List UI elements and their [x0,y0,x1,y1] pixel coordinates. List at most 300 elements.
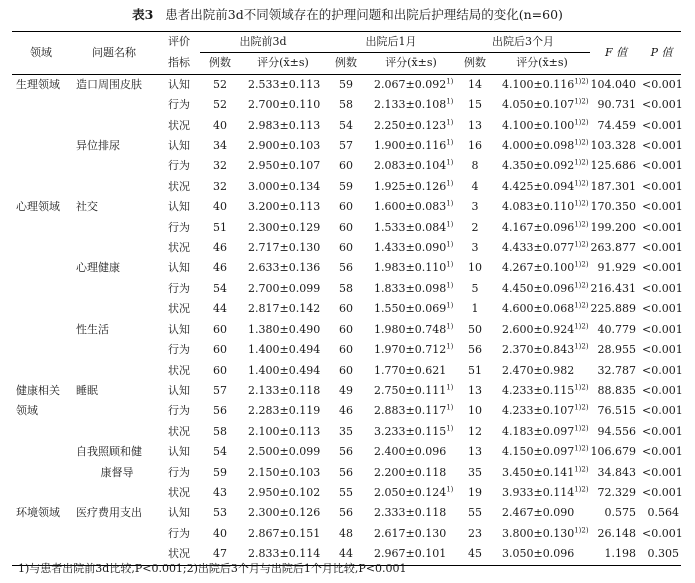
footnote: 1)与患者出院前3d比较,P<0.001;2)出院后3个月与出院后1个月比较,P<0.001 [18,562,407,575]
f-value-text: 34.843 [597,465,637,479]
pre3d-cases-text: 43 [213,485,227,499]
post1m-score-cell [366,197,456,217]
p-value-text: <0.001 [642,526,683,540]
p-value-cell [642,156,681,176]
significance-mark: 1) [446,220,454,228]
indicator-cell [158,95,200,115]
significance-mark: 1)2) [574,444,589,453]
f-value-cell [590,381,642,401]
problem-cell [70,401,158,421]
post3m-cases-text: 19 [468,485,483,499]
post3m-cases-text: 55 [468,506,483,520]
problem-cell [70,483,158,503]
f-value-text: 170.350 [590,200,637,214]
post3m-score-cell [494,524,590,544]
post1m-cases-cell [326,320,366,340]
f-value-cell [590,177,642,197]
pre3d-score-text: 1.400±0.494 [248,363,321,377]
post1m-score-text: 1.925±0.126 [374,179,447,193]
p-value-text: <0.001 [642,343,683,357]
p-value-text: <0.001 [642,445,683,459]
post3m-score-text: 4.600±0.068 [502,302,575,316]
pre3d-cases-text: 34 [213,139,227,153]
f-value-text: 72.329 [597,485,637,499]
domain-text: 环境领域 [16,506,60,520]
problem-cell [70,340,158,360]
post3m-score-cell [494,177,590,197]
header-cases: 例数 [200,53,240,74]
domain-cell [12,258,70,278]
indicator-cell [158,279,200,299]
pre3d-score-text: 2.150±0.103 [248,465,321,479]
post1m-score-text: 2.067±0.092 [374,77,447,91]
post3m-cases-text: 12 [468,424,483,438]
pre3d-score-text: 2.500±0.099 [248,445,321,459]
p-value-cell [642,524,681,544]
post1m-cases-cell [326,503,366,523]
post3m-score-text: 4.167±0.096 [502,220,575,234]
post1m-cases-cell [326,483,366,503]
significance-mark: 1) [446,260,454,269]
pre3d-score-text: 2.833±0.114 [248,547,321,561]
p-value-cell [642,503,681,523]
significance-mark: 1)2) [574,403,589,412]
problem-cell [70,442,158,462]
pre3d-score-text: 2.300±0.129 [248,220,321,234]
indicator-text: 行为 [168,343,190,357]
post1m-cases-text: 46 [339,404,354,418]
post1m-cases-text: 35 [339,424,354,438]
pre3d-cases-cell [200,279,240,299]
significance-mark: 1)2) [574,342,589,351]
post1m-cases-text: 56 [339,465,354,479]
f-value-cell [590,156,642,176]
p-value-cell [642,136,681,156]
post3m-cases-cell [456,524,494,544]
post1m-score-text: 2.400±0.096 [374,445,447,459]
problem-text: 造口周围皮肤 [76,77,142,91]
post3m-cases-text: 13 [468,445,483,459]
pre3d-cases-text: 51 [213,220,227,234]
table-row [12,442,681,462]
post3m-cases-cell [456,238,494,258]
pre3d-cases-text: 44 [213,302,227,316]
post3m-score-cell [494,95,590,115]
post1m-cases-text: 56 [339,506,354,520]
domain-cell [12,503,70,523]
f-value-text: 0.575 [604,506,637,520]
post3m-score-cell [494,320,590,340]
domain-cell [12,463,70,483]
indicator-cell [158,299,200,319]
indicator-cell [158,401,200,421]
post3m-score-text: 4.267±0.100 [502,261,575,275]
significance-mark: 1) [446,97,454,106]
post3m-cases-cell [456,422,494,442]
post1m-cases-text: 49 [339,383,354,397]
post3m-cases-text: 2 [471,220,479,234]
p-value-cell [642,381,681,401]
p-value-text: <0.001 [642,98,683,112]
post1m-cases-cell [326,401,366,421]
post3m-cases-cell [456,95,494,115]
domain-cell [12,116,70,136]
table-title: 患者出院前3d不同领域存在的护理问题和出院后护理结局的变化(n=60) [165,7,563,22]
post3m-cases-cell [456,197,494,217]
post3m-cases-text: 13 [468,118,483,132]
pre3d-score-cell [240,401,326,421]
indicator-text: 状况 [168,485,190,499]
pre3d-score-cell [240,218,326,238]
table-row [12,320,681,340]
p-value-text: 0.564 [647,506,680,520]
p-value-text: <0.001 [642,485,683,499]
f-value-cell [590,320,642,340]
p-value-text: <0.001 [642,383,683,397]
f-value-text: 40.779 [597,322,637,336]
post1m-cases-text: 60 [339,220,354,234]
post3m-score-text: 4.233±0.107 [502,404,575,418]
p-value-text: <0.001 [642,261,683,275]
p-value-text: <0.001 [642,200,683,214]
indicator-cell [158,442,200,462]
domain-cell [12,238,70,258]
pre3d-score-text: 2.133±0.118 [248,383,321,397]
post1m-cases-cell [326,463,366,483]
post3m-cases-text: 51 [468,363,483,377]
indicator-text: 行为 [168,98,190,112]
pre3d-cases-cell [200,116,240,136]
f-value-cell [590,442,642,462]
post1m-cases-cell [326,299,366,319]
post3m-score-cell [494,197,590,217]
f-value-cell [590,279,642,299]
post1m-score-cell [366,463,456,483]
pre3d-cases-cell [200,136,240,156]
post3m-score-cell [494,136,590,156]
pre3d-cases-cell [200,218,240,238]
domain-cell [12,524,70,544]
header-cases: 例数 [326,53,366,74]
problem-text: 异位排尿 [76,139,120,153]
post1m-score-text: 2.967±0.101 [374,547,447,561]
p-value-cell [642,258,681,278]
pre3d-cases-cell [200,299,240,319]
f-value-cell [590,422,642,442]
post1m-cases-cell [326,177,366,197]
data-table [12,31,681,566]
post1m-cases-text: 60 [339,241,354,255]
p-value-cell [642,116,681,136]
post3m-score-cell [494,442,590,462]
table-row [12,258,681,278]
p-value-cell [642,442,681,462]
indicator-text: 状况 [168,118,190,132]
post3m-cases-cell [456,136,494,156]
table-row [12,136,681,156]
domain-cell [12,299,70,319]
post3m-score-text: 4.425±0.094 [502,179,575,193]
post3m-cases-cell [456,442,494,462]
table-row [12,422,681,442]
post1m-score-text: 2.083±0.104 [374,159,447,173]
pre3d-score-cell [240,299,326,319]
table-row [12,218,681,238]
f-value-text: 32.787 [597,363,637,377]
indicator-cell [158,381,200,401]
post3m-score-text: 3.800±0.130 [502,526,575,540]
post3m-cases-cell [456,381,494,401]
problem-cell [70,422,158,442]
problem-cell [70,299,158,319]
p-value-text: <0.001 [642,363,683,377]
significance-mark: 1)2) [574,158,589,167]
pre3d-score-text: 2.900±0.103 [248,139,321,153]
post1m-score-text: 2.200±0.118 [374,465,447,479]
post1m-score-cell [366,177,456,197]
p-value-cell [642,483,681,503]
post3m-score-cell [494,340,590,360]
post3m-cases-text: 5 [471,281,479,295]
indicator-cell [158,258,200,278]
pre3d-cases-text: 58 [213,424,227,438]
p-value-text: <0.001 [642,139,683,153]
post3m-score-text: 4.083±0.110 [502,200,575,214]
indicator-text: 行为 [168,220,190,234]
p-value-text: <0.001 [642,281,683,295]
post3m-score-cell [494,218,590,238]
post1m-score-text: 2.250±0.123 [374,118,447,132]
post1m-cases-cell [326,116,366,136]
problem-text: 社交 [76,200,98,214]
post1m-score-cell [366,116,456,136]
pre3d-score-text: 2.817±0.142 [248,302,321,316]
domain-cell [12,361,70,381]
f-value-cell [590,401,642,421]
pre3d-score-cell [240,279,326,299]
significance-mark: 1) [446,138,454,147]
domain-text: 心理领域 [16,200,60,214]
pre3d-score-cell [240,524,326,544]
f-value-cell [590,483,642,503]
pre3d-cases-cell [200,401,240,421]
pre3d-cases-text: 40 [213,200,227,214]
post1m-score-text: 1.900±0.116 [374,139,447,153]
post1m-cases-cell [326,340,366,360]
post1m-score-text: 2.333±0.118 [374,506,447,520]
pre3d-cases-cell [200,463,240,483]
post3m-score-text: 4.000±0.098 [502,139,575,153]
pre3d-score-cell [240,442,326,462]
post1m-cases-cell [326,136,366,156]
p-value-cell [642,422,681,442]
post1m-cases-cell [326,238,366,258]
problem-cell [70,218,158,238]
significance-mark: 1) [446,403,454,412]
significance-mark: 1)2) [574,220,589,228]
post3m-cases-text: 4 [471,179,479,193]
f-value-cell [590,299,642,319]
post3m-cases-cell [456,483,494,503]
post3m-cases-text: 10 [468,261,483,275]
post1m-score-cell [366,74,456,95]
post1m-score-cell [366,381,456,401]
post3m-cases-cell [456,401,494,421]
post3m-cases-text: 56 [468,343,483,357]
f-value-cell [590,544,642,565]
f-value-text: 94.556 [597,424,637,438]
problem-text: 睡眠 [76,383,98,397]
header-score: 评分(x̄±s) [366,53,456,74]
post3m-cases-cell [456,74,494,95]
problem-text: 自我照顾和健 [76,445,142,459]
significance-mark: 1)2) [574,117,589,126]
pre3d-score-cell [240,503,326,523]
post1m-score-cell [366,258,456,278]
pre3d-score-cell [240,361,326,381]
indicator-cell [158,136,200,156]
post3m-cases-cell [456,177,494,197]
pre3d-score-text: 2.950±0.107 [248,159,321,173]
f-value-text: 90.731 [597,98,637,112]
post3m-score-cell [494,238,590,258]
significance-mark: 1) [446,322,454,331]
domain-cell [12,381,70,401]
p-value-text: <0.001 [642,220,683,234]
post3m-score-text: 2.470±0.982 [502,363,575,377]
p-value-cell [642,74,681,95]
problem-cell [70,503,158,523]
post1m-score-cell [366,401,456,421]
post1m-score-text: 1.433±0.090 [374,241,447,255]
indicator-text: 行为 [168,465,190,479]
post1m-cases-text: 59 [339,179,354,193]
post3m-cases-text: 8 [471,159,479,173]
f-value-cell [590,340,642,360]
post1m-cases-cell [326,197,366,217]
significance-mark: 1)2) [574,424,589,433]
pre3d-cases-cell [200,524,240,544]
post1m-cases-text: 55 [339,485,354,499]
pre3d-score-text: 2.100±0.113 [248,424,321,438]
pre3d-cases-text: 54 [213,445,227,459]
significance-mark: 1)2) [574,199,589,208]
table-row [12,463,681,483]
post1m-cases-text: 60 [339,302,354,316]
pre3d-score-text: 2.867±0.151 [248,526,321,540]
p-value-text: <0.001 [642,424,683,438]
significance-mark: 1) [446,240,454,249]
indicator-text: 认知 [168,139,190,153]
post3m-score-text: 2.467±0.090 [502,506,575,520]
pre3d-cases-cell [200,340,240,360]
post1m-cases-text: 44 [339,547,354,561]
problem-text: 心理健康 [76,261,120,275]
post3m-cases-cell [456,320,494,340]
significance-mark: 1) [446,383,454,392]
p-value-cell [642,299,681,319]
pre3d-score-cell [240,74,326,95]
post3m-score-cell [494,544,590,565]
p-value-text: <0.001 [642,179,683,193]
table-row [12,177,681,197]
indicator-text: 行为 [168,526,190,540]
post1m-score-cell [366,483,456,503]
header-group-post3m: 出院后3个月 [456,32,590,53]
post1m-score-cell [366,156,456,176]
p-value-cell [642,320,681,340]
post3m-cases-text: 10 [468,404,483,418]
post1m-score-cell [366,442,456,462]
pre3d-cases-cell [200,483,240,503]
header-group-post1m: 出院后1月 [326,32,456,53]
pre3d-score-cell [240,177,326,197]
significance-mark: 1)2) [574,383,589,392]
header-indicator-bottom: 指标 [158,53,200,74]
post1m-score-cell [366,218,456,238]
problem-cell [70,74,158,95]
pre3d-score-text: 1.400±0.494 [248,343,321,357]
post1m-cases-cell [326,422,366,442]
f-value-cell [590,238,642,258]
post3m-cases-text: 3 [471,241,479,255]
p-value-cell [642,177,681,197]
f-value-text: 88.835 [597,383,637,397]
post1m-cases-text: 60 [339,363,354,377]
indicator-cell [158,483,200,503]
pre3d-score-cell [240,340,326,360]
pre3d-cases-text: 60 [213,343,227,357]
pre3d-cases-cell [200,442,240,462]
p-value-text: <0.001 [642,302,683,316]
f-value-text: 263.877 [590,241,637,255]
table-row [12,299,681,319]
pre3d-cases-text: 53 [213,506,227,520]
significance-mark: 1) [446,485,454,494]
pre3d-cases-text: 60 [213,363,227,377]
p-value-text: <0.001 [642,465,683,479]
problem-cell [70,279,158,299]
table-row [12,503,681,523]
post1m-score-cell [366,136,456,156]
p-value-cell [642,279,681,299]
post1m-score-text: 2.133±0.108 [374,98,447,112]
post1m-score-text: 1.600±0.083 [374,200,447,214]
pre3d-score-cell [240,238,326,258]
pre3d-score-cell [240,381,326,401]
pre3d-score-text: 2.300±0.126 [248,506,321,520]
indicator-cell [158,361,200,381]
indicator-text: 行为 [168,159,190,173]
pre3d-score-cell [240,95,326,115]
pre3d-cases-cell [200,238,240,258]
post3m-score-text: 3.450±0.141 [502,465,575,479]
post3m-score-text: 2.370±0.843 [502,343,575,357]
post1m-score-cell [366,238,456,258]
pre3d-score-cell [240,320,326,340]
post3m-score-cell [494,258,590,278]
f-value-cell [590,218,642,238]
pre3d-score-cell [240,422,326,442]
p-value-cell [642,238,681,258]
post1m-cases-cell [326,381,366,401]
post1m-score-text: 1.980±0.748 [374,322,447,336]
post1m-score-text: 1.970±0.712 [374,343,447,357]
problem-text: 性生活 [76,322,109,336]
pre3d-cases-cell [200,258,240,278]
indicator-text: 认知 [168,383,190,397]
f-value-cell [590,74,642,95]
